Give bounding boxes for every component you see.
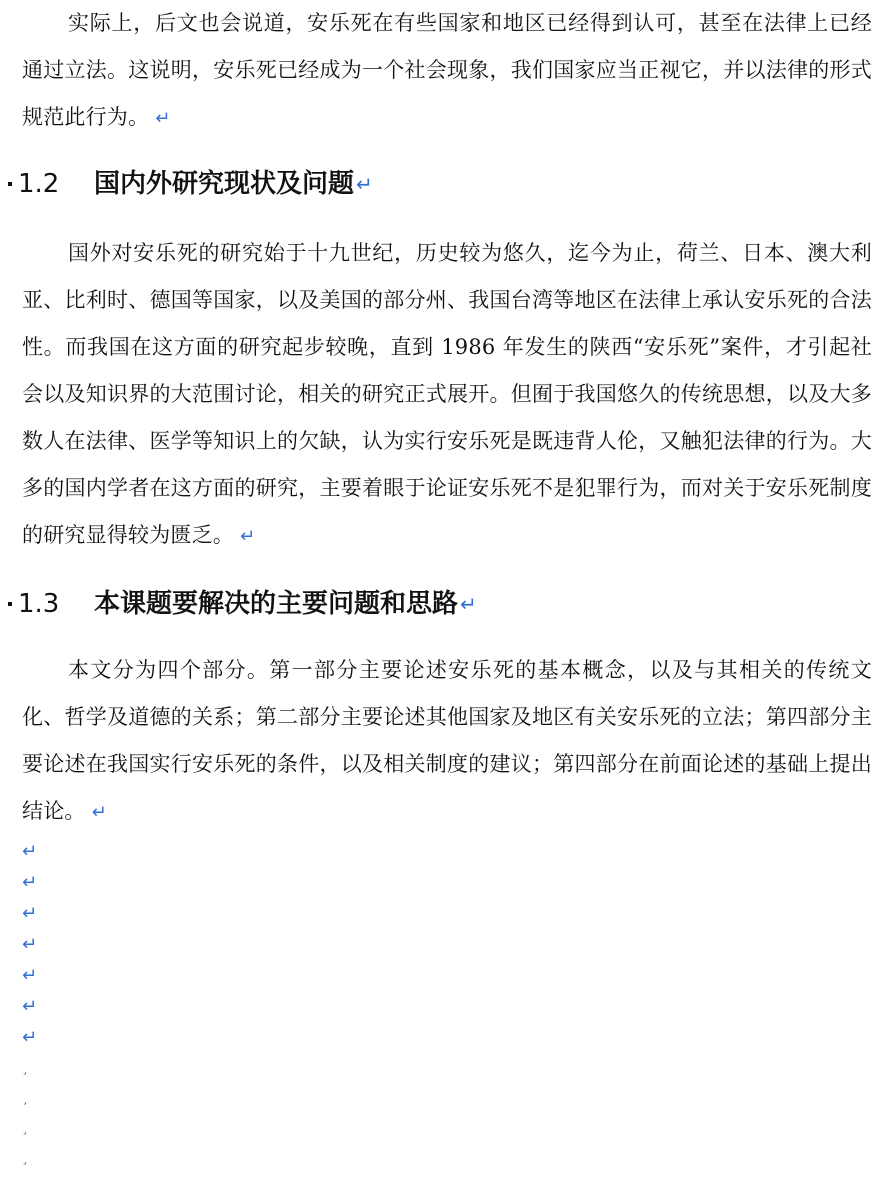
paragraph-mark-icon: ↵ bbox=[22, 872, 38, 893]
paragraph-mark-icon: ↵ bbox=[22, 996, 38, 1017]
paragraph-mark-icon: ↵ bbox=[22, 965, 38, 986]
paragraph-mark-icon: ↵ bbox=[240, 526, 256, 547]
heading-bullet-icon bbox=[8, 182, 12, 186]
section-1-3-paragraph-text: 本文分为四个部分。第一部分主要论述安乐死的基本概念，以及与其相关的传统文化、哲学及道德的关系；第二部分主要论述其他国家及地区有关安乐死的立法；第四部分主要论述在我国实行安乐死的条件，以及相关制度的建议；第四部分在前面论述的基础上提出结论。 bbox=[22, 658, 872, 823]
paragraph-mark-icon: ↵ bbox=[22, 1027, 38, 1048]
paragraph-mark-icon: ↵ bbox=[22, 903, 38, 924]
paragraph-mark-icon: ↵ bbox=[356, 172, 373, 196]
paragraph-mark-icon: ↵ bbox=[22, 934, 38, 955]
small-paragraph-mark-icon: ¸ bbox=[22, 1061, 28, 1075]
section-title: 国内外研究现状及问题 bbox=[94, 169, 355, 199]
section-heading-1-2 bbox=[0, 166, 888, 202]
paragraph-mark-icon: ↵ bbox=[155, 108, 171, 129]
section-1-2-paragraph-text: 国外对安乐死的研究始于十九世纪，历史较为悠久，迄今为止，荷兰、日本、澳大利亚、比利时、德国等国家，以及美国的部分州、我国台湾等地区在法律上承认安乐死的合法性。而我国在这方面的研究起步较晚，直到 1986 年发生的陕西“安乐死”案件，才引起社会以及知识界的大范围讨论，相关的研究正式展开。但囿于我国悠久的传统思想，以及大多数人在法律、医学等知识上的欠缺，认为实行安乐死是既违背人伦，又触犯法律的行为。大多的国内学者在这方面的研究，主要着眼于论证安乐死不是犯罪行为，而对关于安乐死制度的研究显得较为匮乏。 bbox=[22, 241, 872, 547]
intro-paragraph-text: 实际上，后文也会说道，安乐死在有些国家和地区已经得到认可，甚至在法律上已经通过立法。这说明，安乐死已经成为一个社会现象，我们国家应当正视它，并以法律的形式规范此行为。 bbox=[22, 11, 872, 129]
empty-paragraphs bbox=[0, 836, 200, 1173]
intro-paragraph bbox=[0, 0, 890, 142]
section-title: 本课题要解决的主要问题和思路 bbox=[94, 589, 459, 619]
paragraph-mark-icon: ↵ bbox=[460, 592, 477, 616]
section-heading-1-3 bbox=[0, 586, 888, 622]
paragraph-mark-icon: ↵ bbox=[91, 802, 107, 823]
section-1-3-paragraph bbox=[0, 647, 890, 836]
paragraph-mark-icon: ↵ bbox=[22, 841, 38, 862]
small-paragraph-mark-icon: ¸ bbox=[22, 1121, 28, 1135]
section-number: 1.2 bbox=[18, 169, 60, 199]
section-1-2-paragraph bbox=[0, 230, 890, 560]
small-paragraph-mark-icon: ¸ bbox=[22, 1091, 28, 1105]
section-number: 1.3 bbox=[18, 589, 60, 619]
heading-bullet-icon bbox=[8, 602, 12, 606]
small-paragraph-mark-icon: ¸ bbox=[22, 1151, 28, 1165]
